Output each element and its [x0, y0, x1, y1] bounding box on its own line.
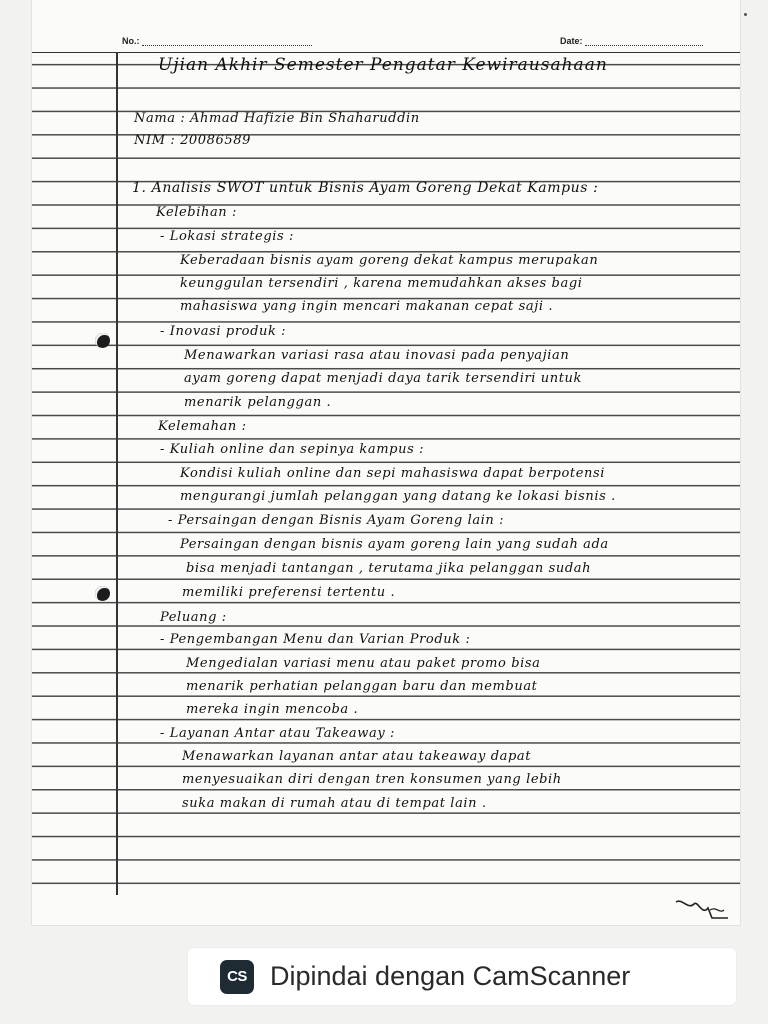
opportunities-heading: Peluang :: [160, 610, 227, 625]
strength-1-title: - Lokasi strategis :: [160, 229, 295, 244]
strength-2-line-1: Menawarkan variasi rasa atau inovasi pada penyajian: [184, 348, 570, 363]
page-footer-band: [32, 895, 740, 925]
opportunity-2-line-2: menyesuaikan diri dengan tren konsumen yang lebih: [182, 772, 562, 787]
strength-1-line-2: keunggulan tersendiri , karena memudahkan akses bagi: [180, 276, 583, 291]
number-field: [122, 36, 312, 46]
weakness-2-line-3: memiliki preferensi tertentu .: [182, 585, 396, 600]
camscanner-watermark: [188, 948, 736, 1005]
date-label: Date:: [560, 36, 583, 46]
weakness-2-line-1: Persaingan dengan bisnis ayam goreng lain yang sudah ada: [180, 537, 609, 552]
weakness-1-line-1: Kondisi kuliah online dan sepi mahasiswa dapat berpotensi: [180, 466, 605, 481]
strengths-heading: Kelebihan :: [156, 205, 237, 220]
number-blank: [142, 45, 312, 46]
student-nim: NIM : 20086589: [134, 133, 252, 148]
number-label: No.:: [122, 36, 140, 46]
margin-line: [116, 52, 118, 895]
opportunity-1-line-1: Mengedialan variasi menu atau paket promo bisa: [186, 656, 541, 671]
page-header-band: [32, 0, 740, 53]
question-heading: 1. Analisis SWOT untuk Bisnis Ayam Goreng Dekat Kampus :: [132, 180, 599, 196]
camscanner-logo-icon: CS: [220, 960, 254, 994]
date-blank: [585, 45, 703, 46]
strength-1-line-1: Keberadaan bisnis ayam goreng dekat kampus merupakan: [180, 253, 599, 268]
strength-2-title: - Inovasi produk :: [160, 324, 287, 339]
exam-title: Ujian Akhir Semester Pengatar Kewirausahaan: [158, 55, 608, 75]
weakness-2-line-2: bisa menjadi tantangan , terutama jika pelanggan sudah: [186, 561, 592, 576]
strength-1-line-3: mahasiswa yang ingin mencari makanan cepat saji .: [180, 299, 554, 314]
weakness-1-title: - Kuliah online dan sepinya kampus :: [160, 442, 425, 457]
opportunity-2-line-3: suka makan di rumah atau di tempat lain .: [182, 796, 487, 811]
weakness-1-line-2: mengurangi jumlah pelanggan yang datang ke lokasi bisnis .: [180, 489, 616, 504]
date-field: [560, 36, 703, 46]
strength-2-line-2: ayam goreng dapat menjadi daya tarik tersendiri untuk: [184, 371, 583, 386]
opportunity-2-title: - Layanan Antar atau Takeaway :: [160, 726, 396, 741]
weaknesses-heading: Kelemahan :: [158, 419, 247, 434]
opportunity-1-title: - Pengembangan Menu dan Varian Produk :: [160, 632, 471, 647]
signature-scribble-icon: [672, 896, 732, 924]
camscanner-label: Dipindai dengan CamScanner: [270, 961, 631, 991]
ink-dot: [744, 13, 747, 16]
opportunity-2-line-1: Menawarkan layanan antar atau takeaway dapat: [182, 749, 532, 764]
weakness-2-title: - Persaingan dengan Bisnis Ayam Goreng lain :: [168, 513, 505, 528]
strength-2-line-3: menarik pelanggan .: [184, 395, 332, 410]
opportunity-1-line-2: menarik perhatian pelanggan baru dan membuat: [186, 679, 538, 694]
binder-hole-icon: [95, 333, 110, 348]
opportunity-1-line-3: mereka ingin mencoba .: [186, 702, 359, 717]
binder-hole-icon: [95, 586, 110, 601]
notebook-page: [32, 0, 740, 925]
student-name: Nama : Ahmad Hafizie Bin Shaharuddin: [134, 111, 420, 126]
